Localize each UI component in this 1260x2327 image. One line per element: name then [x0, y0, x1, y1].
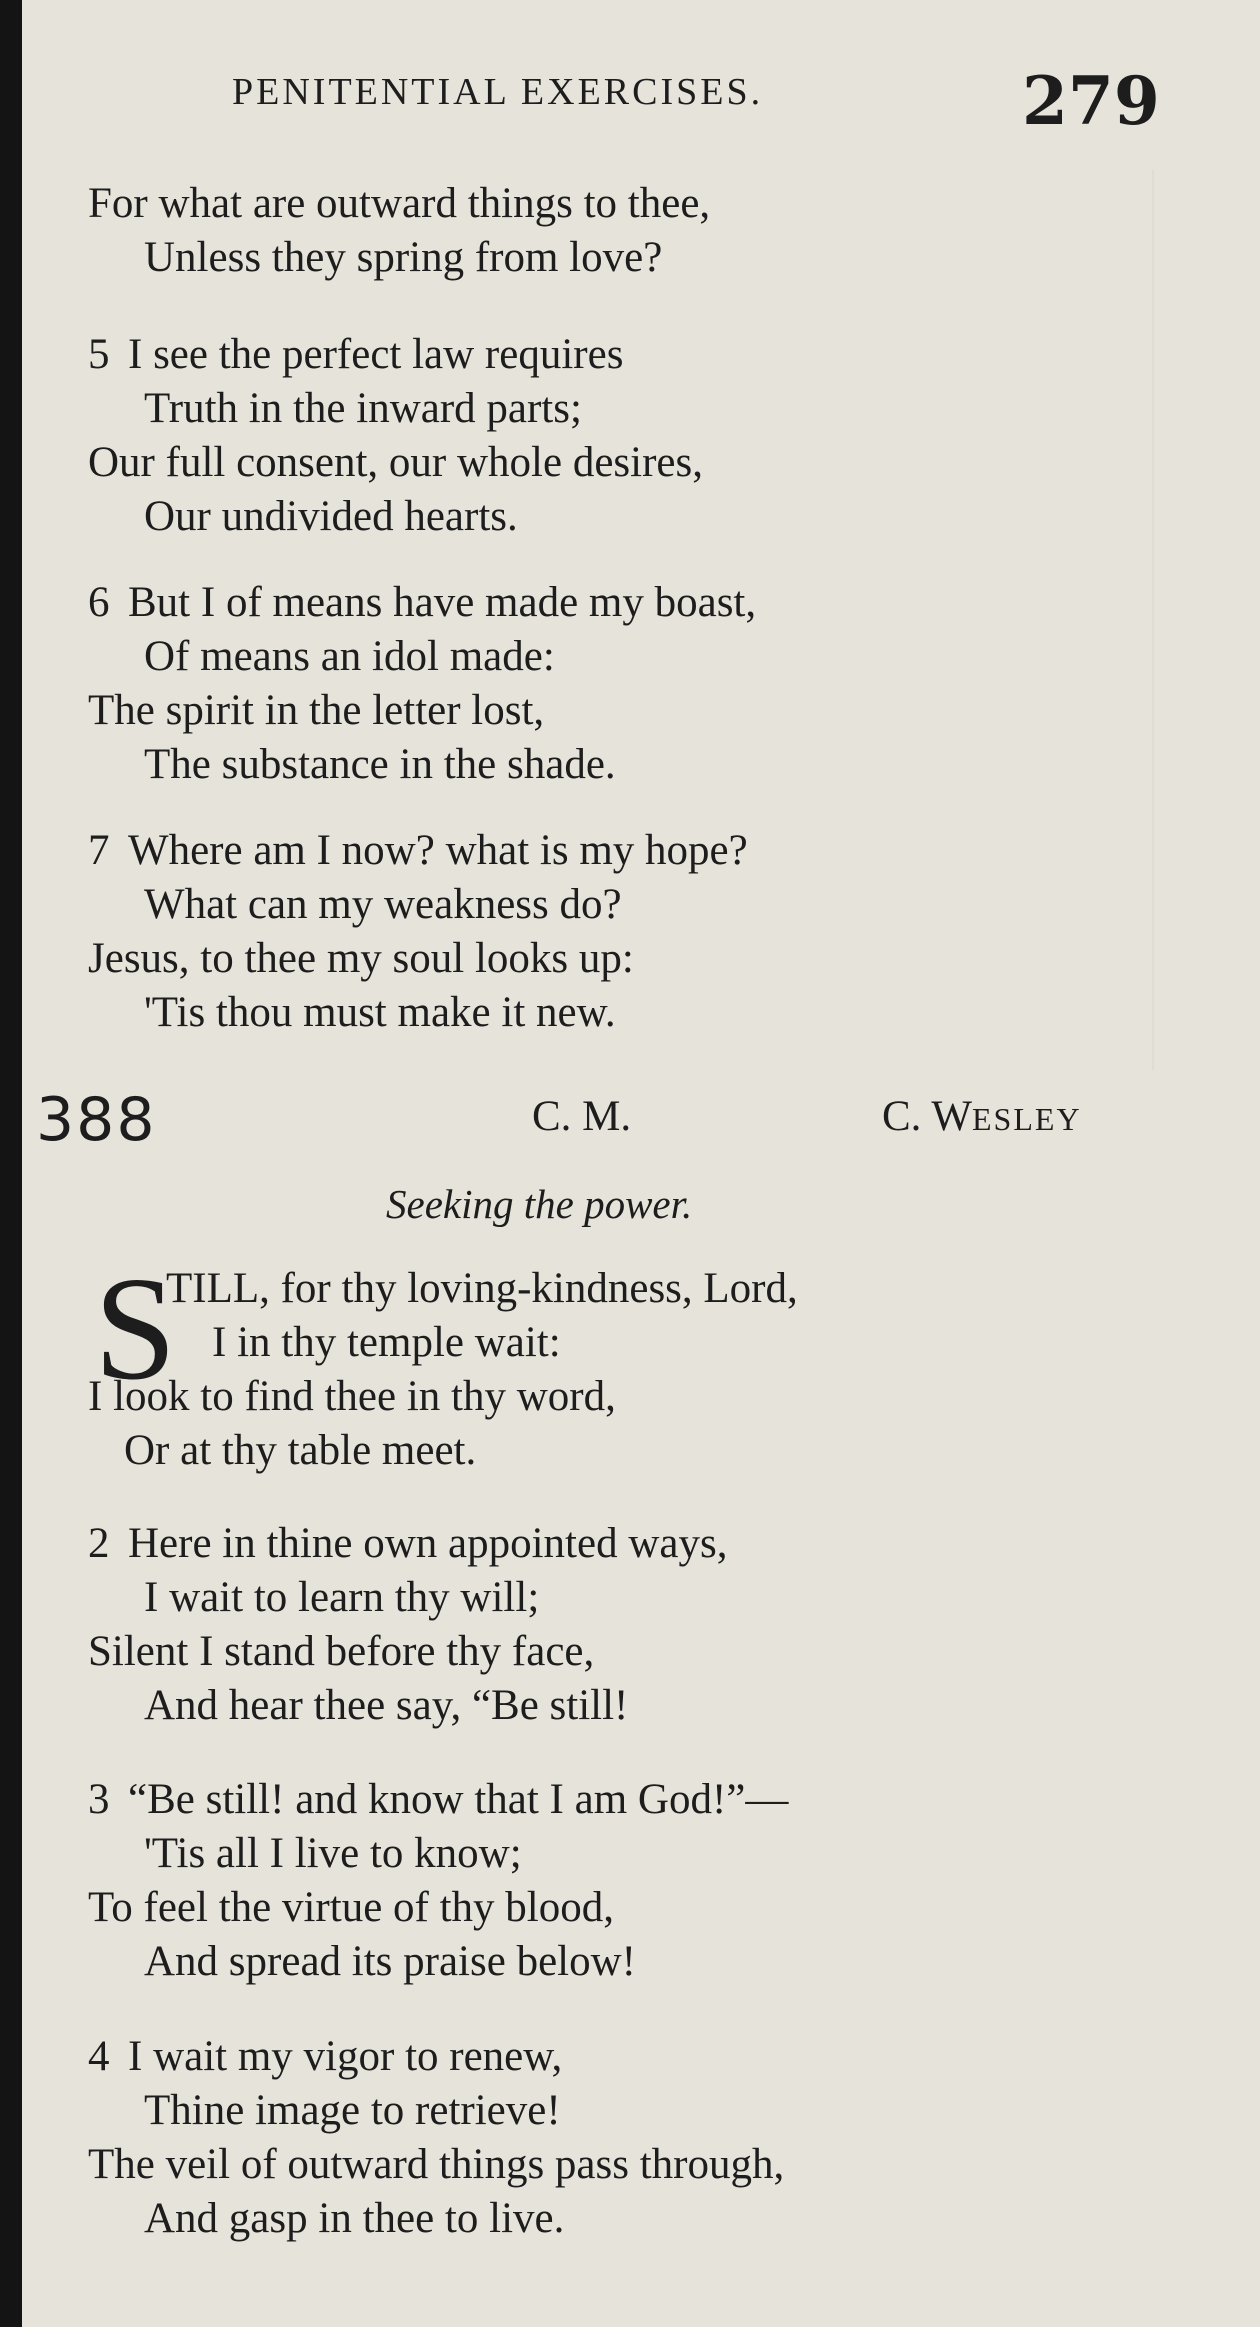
stanza-number: 5 [88, 331, 110, 378]
page-number: 279 [1022, 62, 1160, 140]
hymn-author [882, 1092, 1082, 1141]
verse-line: I in thy temple wait: [212, 1319, 561, 1366]
verse-line: For what are outward things to thee, [88, 180, 711, 227]
hymn-meter: C. M. [532, 1093, 632, 1140]
verse-line: To feel the virtue of thy blood, [88, 1884, 614, 1931]
verse-line [88, 1517, 727, 1571]
stanza-number: 6 [88, 579, 110, 626]
author-surname: ESLEY [972, 1101, 1082, 1137]
author-initial: C. W [882, 1093, 972, 1140]
drop-cap: S [94, 1247, 177, 1411]
verse-line: And hear thee say, “Be still! [144, 1682, 629, 1729]
verse-line: The spirit in the letter lost, [88, 687, 545, 734]
verse-line: And spread its praise below! [144, 1938, 636, 1985]
verse-line: The substance in the shade. [144, 741, 616, 788]
verse-line: Our full consent, our whole desires, [88, 439, 703, 486]
stanza-number: 7 [88, 827, 110, 874]
verse-line: Of means an idol made: [144, 633, 555, 680]
verse-line [88, 1773, 788, 1827]
stanza-number: 4 [88, 2033, 110, 2080]
verse-text: I see the perfect law requires [128, 331, 624, 378]
stanza [88, 1773, 788, 1989]
verse-line: The veil of outward things pass through, [88, 2141, 785, 2188]
verse-line [88, 2030, 784, 2084]
verse-line: I look to find thee in thy word, [88, 1373, 616, 1420]
verse-text: Where am I now? what is my hope? [128, 827, 748, 874]
stanza [88, 177, 710, 285]
verse-line: Jesus, to thee my soul looks up: [88, 935, 634, 982]
running-title: PENITENTIAL EXERCISES. [232, 71, 764, 113]
hymn-title: Seeking the power. [386, 1181, 693, 1227]
stanza [88, 1517, 727, 1733]
verse-line [88, 328, 703, 382]
stanza [88, 2030, 784, 2246]
verse-line: Thine image to retrieve! [144, 2087, 561, 2134]
verse-line: 'Tis thou must make it new. [144, 989, 616, 1036]
verse-line: And gasp in thee to live. [144, 2195, 565, 2242]
show-through-mark [1152, 170, 1260, 1070]
verse-line: Truth in the inward parts; [144, 385, 582, 432]
stanza [88, 328, 703, 544]
verse-line [88, 576, 756, 630]
stanza [88, 824, 748, 1040]
stanza-number: 3 [88, 1776, 110, 1823]
verse-line: TILL, for thy loving-kindness, Lord, [166, 1265, 798, 1312]
verse-line: Unless they spring from love? [144, 234, 663, 281]
stanza [88, 576, 756, 792]
verse-line: I wait to learn thy will; [144, 1574, 540, 1621]
book-page [22, 0, 1260, 2327]
verse-text: “Be still! and know that I am God!”— [128, 1776, 789, 1823]
verse-line [88, 824, 748, 878]
verse-line: Silent I stand before thy face, [88, 1628, 595, 1675]
verse-line: 'Tis all I live to know; [144, 1830, 522, 1877]
stanza-number: 2 [88, 1520, 110, 1567]
verse-text: Here in thine own appointed ways, [128, 1520, 728, 1567]
verse-line: What can my weakness do? [144, 881, 622, 928]
verse-text: But I of means have made my boast, [128, 579, 757, 626]
verse-line: Or at thy table meet. [124, 1427, 477, 1474]
verse-text: I wait my vigor to renew, [128, 2033, 563, 2080]
stanza [88, 1262, 798, 1478]
hymn-number: 388 [36, 1085, 157, 1155]
verse-line: Our undivided hearts. [144, 493, 518, 540]
